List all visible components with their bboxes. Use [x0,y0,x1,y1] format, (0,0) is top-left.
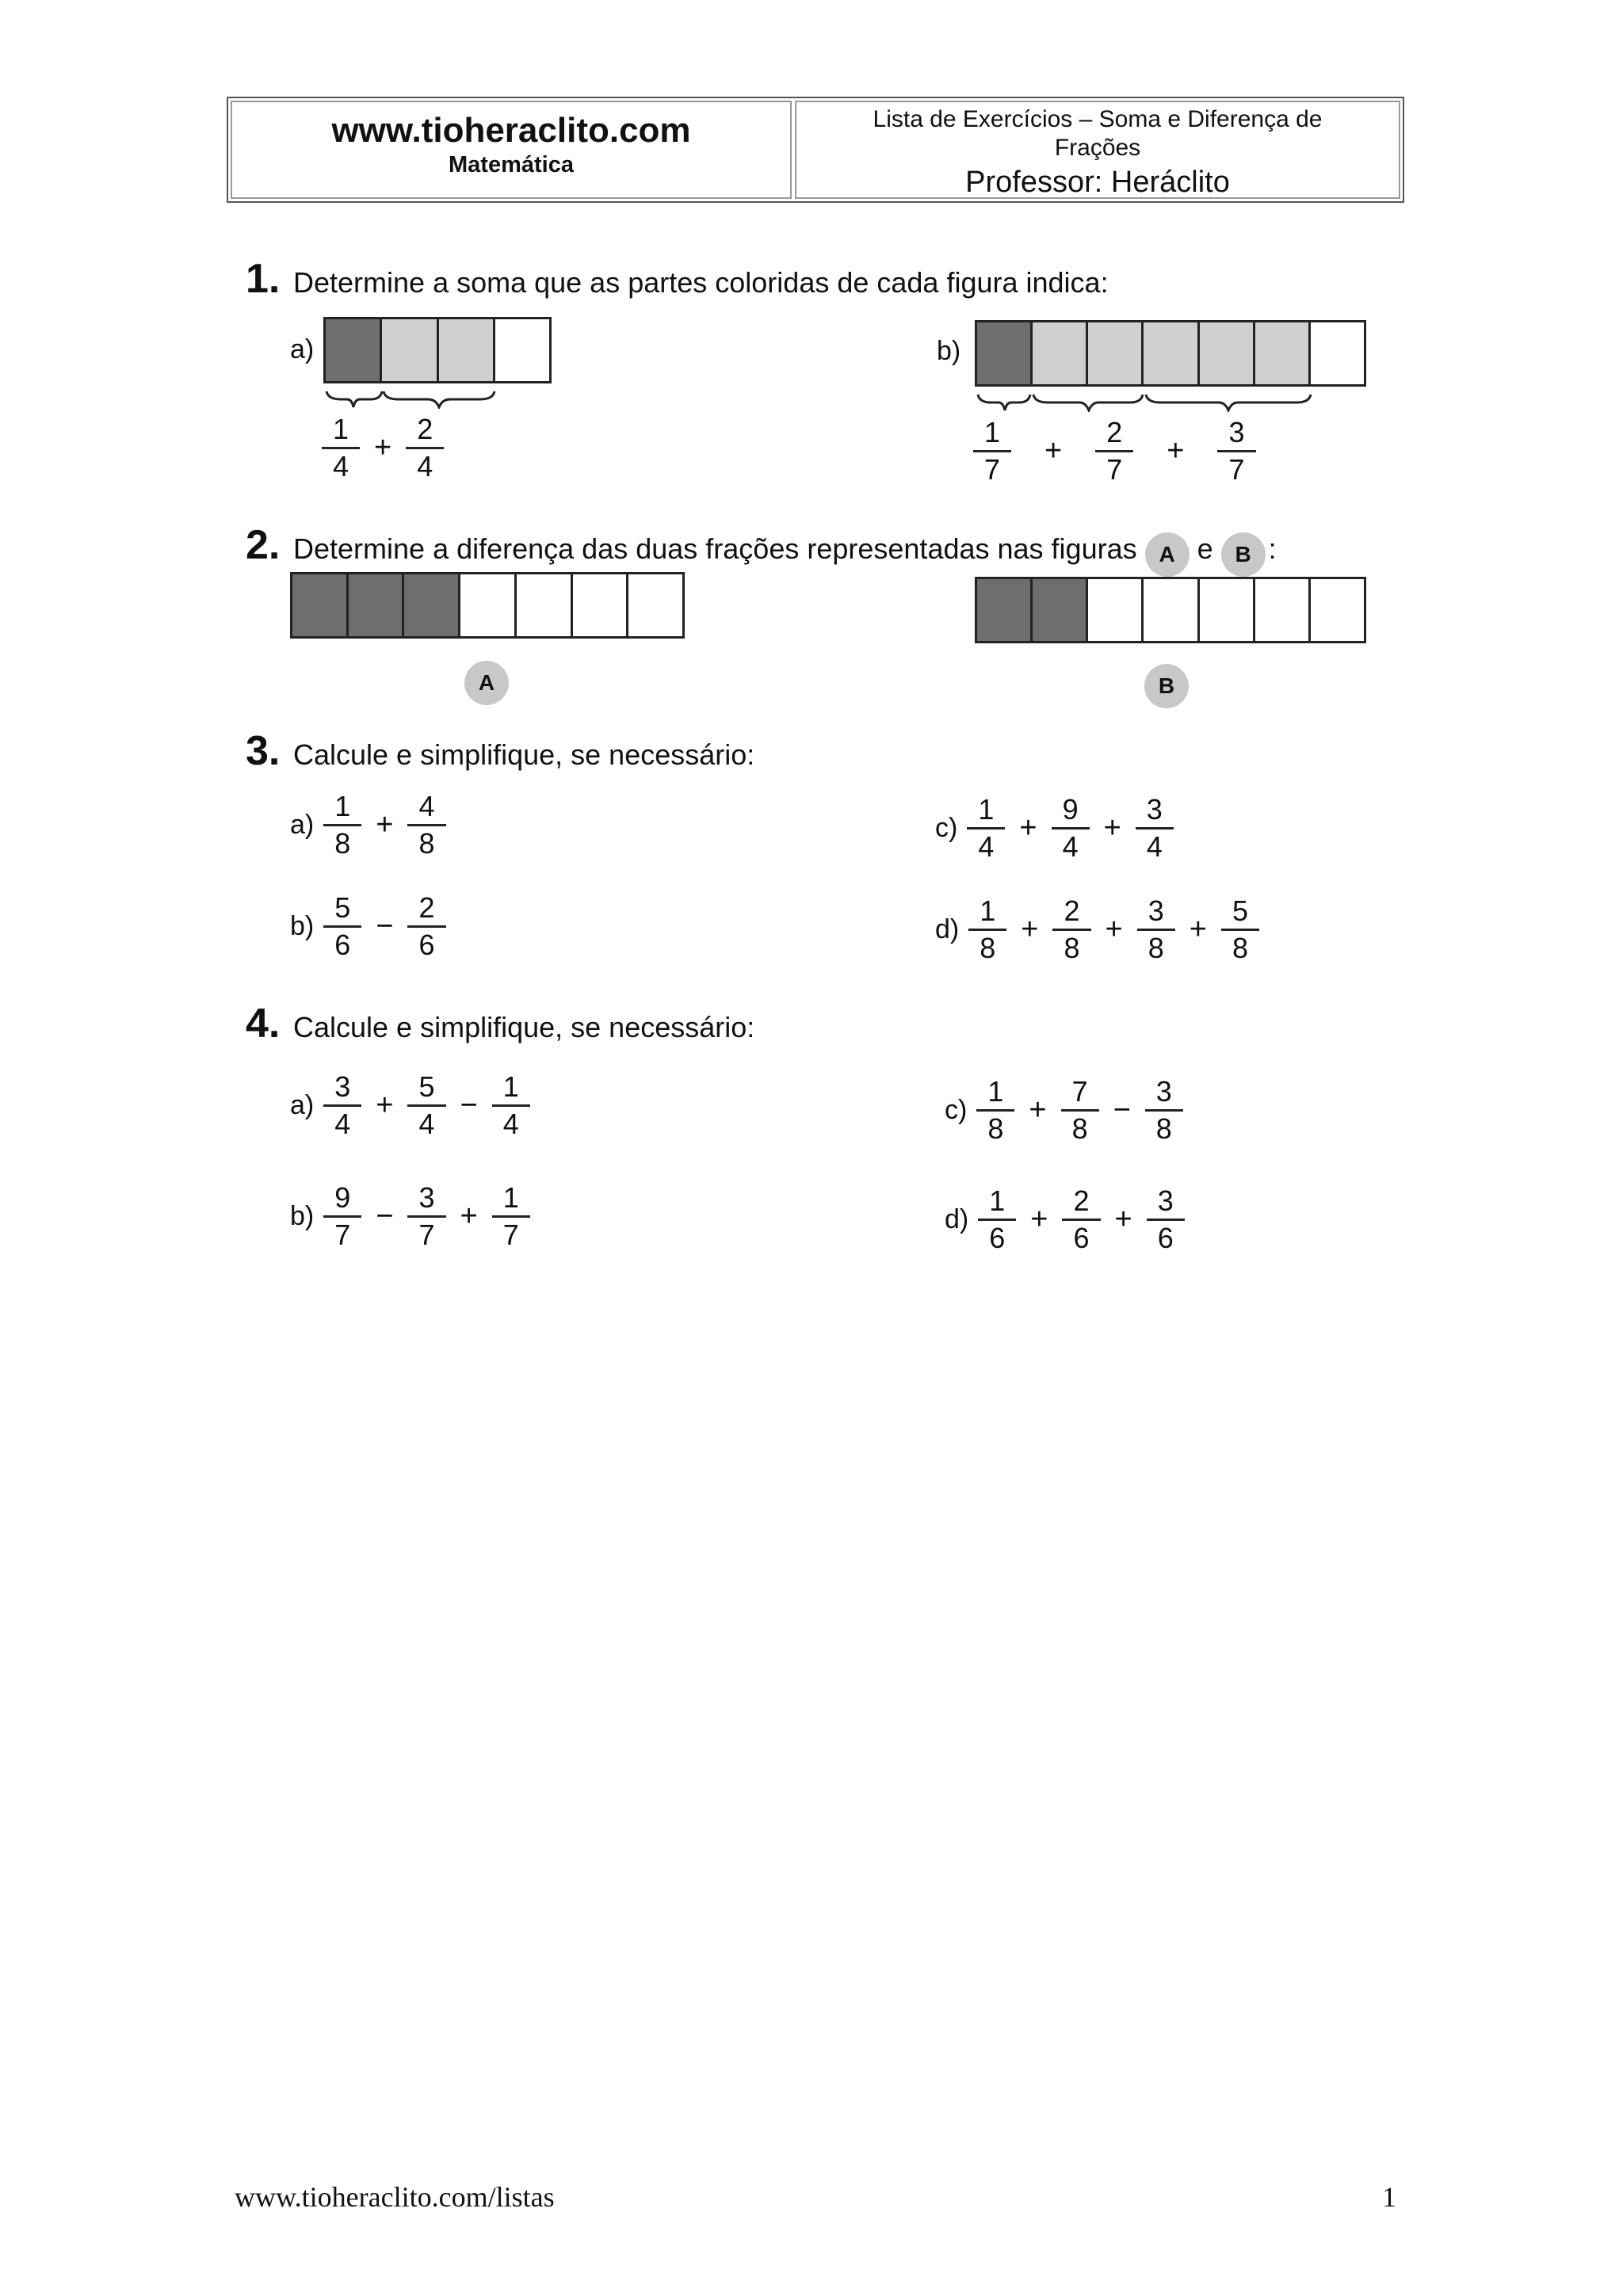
fraction [406,412,444,484]
empty-cell [460,574,517,636]
question-number: 1. [246,256,281,302]
header-left-cell [231,101,792,199]
empty-cell [1144,579,1199,641]
empty-cell [1255,579,1311,641]
numerator: 5 [407,1070,445,1107]
denominator: 8 [980,932,996,964]
numerator: 7 [1061,1074,1099,1112]
fraction-bar-2a [290,572,685,639]
question-number: 3. [246,728,281,774]
item-label: c) [935,813,958,843]
expression-3b [290,891,451,963]
item-label: b) [290,911,315,941]
shaded-cell [439,319,495,381]
question-1-heading [246,255,1109,303]
denominator: 6 [1157,1222,1174,1254]
brace-group-1a [325,390,496,409]
question-number: 2. [246,522,281,568]
empty-cell [495,319,549,381]
expression-4b [290,1180,535,1253]
numerator: 5 [1221,894,1259,931]
denominator: 4 [1146,830,1163,863]
shaded-cell [1088,322,1144,384]
expression-1b [968,415,1261,487]
plus-sign: + [1030,1203,1048,1236]
fraction [1221,894,1259,966]
expression-4a [290,1070,535,1142]
denominator: 8 [987,1112,1004,1145]
denominator: 4 [978,830,995,863]
question-number: 4. [246,1001,281,1047]
plus-sign: + [1021,913,1039,946]
denominator: 8 [1232,932,1248,964]
item-label: d) [935,914,960,944]
header-table [227,97,1404,203]
plus-sign: + [1189,913,1207,946]
minus-sign: − [376,1199,394,1233]
badge-a: A [464,661,509,705]
empty-cell [1088,579,1144,641]
shaded-cell [349,574,405,636]
denominator: 8 [1071,1112,1088,1145]
expression-4d [945,1184,1190,1256]
fraction-bar-2b [975,577,1366,643]
brace-group-1b [976,393,1312,412]
denominator: 6 [418,929,435,961]
shaded-cell [326,319,382,381]
fraction [323,789,361,861]
denominator: 7 [984,453,1001,486]
fraction [1062,1184,1100,1256]
item-label: b) [290,1201,315,1231]
plus-sign: + [1105,913,1123,946]
denominator: 8 [1155,1112,1172,1145]
empty-cell [1311,579,1364,641]
numerator: 2 [406,412,444,449]
fraction [407,1070,445,1142]
denominator: 7 [334,1219,351,1251]
denominator: 8 [1148,932,1164,964]
badge-b-inline: B [1221,532,1266,577]
shaded-cell [977,322,1033,384]
fraction [322,412,360,484]
fraction [407,789,445,861]
header-right-cell [795,101,1400,199]
item-label: d) [945,1204,969,1234]
numerator: 3 [1147,1184,1185,1221]
numerator: 3 [1136,792,1174,830]
expression-3a [290,789,451,861]
fraction [1136,792,1174,864]
item-label: a) [290,1090,315,1120]
denominator: 4 [418,1108,435,1140]
fraction [1052,894,1090,966]
item-label: c) [945,1095,968,1125]
shaded-cell [292,574,349,636]
numerator: 4 [407,789,445,826]
denominator: 6 [334,929,351,961]
empty-cell [573,574,629,636]
numerator: 9 [1052,792,1090,830]
page-number: 1 [1382,2181,1396,2213]
professor: Professor: Heráclito [965,166,1230,199]
numerator: 2 [1095,415,1133,452]
question-4-heading [246,1000,754,1047]
shaded-cell [1033,579,1088,641]
shaded-cell [1033,322,1088,384]
numerator: 1 [492,1180,530,1218]
fraction [492,1070,530,1142]
plus-sign: + [1114,1203,1132,1236]
question-text: Calcule e simplifique, se necessário: [293,738,755,771]
fraction-bar-1b [975,320,1366,387]
expression-1a [317,412,449,484]
badge-b: B [1144,664,1189,708]
denominator: 7 [502,1219,519,1251]
numerator: 2 [1062,1184,1100,1221]
shaded-cell [404,574,460,636]
plus-sign: + [1019,811,1037,845]
plus-sign: + [460,1199,478,1233]
numerator: 1 [973,415,1011,452]
numerator: 2 [407,891,445,928]
numerator: 1 [968,894,1006,931]
fraction [323,1070,361,1142]
plus-sign: + [1029,1093,1047,1127]
denominator: 7 [1228,453,1245,486]
fraction [492,1180,530,1253]
denominator: 4 [333,450,349,482]
fraction [407,1180,445,1253]
numerator: 1 [322,412,360,449]
fraction [978,1184,1016,1256]
expression-3c [935,792,1178,864]
denominator: 8 [418,827,435,860]
numerator: 1 [976,1074,1014,1112]
numerator: 1 [978,1184,1016,1221]
shaded-cell [1255,322,1311,384]
numerator: 1 [967,792,1005,830]
numerator: 9 [323,1180,361,1218]
item-label-a: a) [290,334,315,364]
fraction [973,415,1011,487]
numerator: 3 [1137,894,1175,931]
badge-a-inline: A [1145,532,1190,577]
fraction [1217,415,1255,487]
item-label: a) [290,810,315,840]
fraction [1061,1074,1099,1146]
question-text-end: : [1268,532,1277,565]
denominator: 6 [1073,1222,1090,1254]
minus-sign: − [1113,1093,1131,1127]
shaded-cell [1200,322,1255,384]
plus-sign: + [376,808,394,841]
shaded-cell [1144,322,1199,384]
list-title: Lista de Exercícios – Soma e Diferença de Frações [873,106,1323,161]
expression-4c [945,1074,1188,1146]
numerator: 3 [407,1180,445,1218]
footer-url: www.tioheraclito.com/listas [235,2181,555,2213]
denominator: 4 [417,450,433,482]
question-text: Determine a diferença das duas frações representadas nas figuras [293,532,1137,565]
site-name: www.tioheraclito.com [331,111,691,150]
numerator: 3 [323,1070,361,1107]
shaded-cell [977,579,1033,641]
empty-cell [517,574,573,636]
fraction [967,792,1005,864]
empty-cell [1200,579,1255,641]
minus-sign: − [460,1089,478,1122]
question-text-and: e [1197,532,1213,565]
plus-sign: + [374,431,392,464]
numerator: 2 [1052,894,1090,931]
fraction [1052,792,1090,864]
fraction [323,891,361,963]
fraction [1145,1074,1183,1146]
question-text: Calcule e simplifique, se necessário: [293,1011,755,1043]
denominator: 4 [502,1108,519,1140]
question-3-heading [246,727,754,775]
item-label-b: b) [937,336,961,366]
plus-sign: + [1167,434,1185,467]
denominator: 8 [334,827,351,860]
denominator: 4 [1062,830,1079,863]
numerator: 3 [1217,415,1255,452]
empty-cell [628,574,682,636]
fraction [407,891,445,963]
question-text: Determine a soma que as partes coloridas de cada figura indica: [293,266,1109,299]
numerator: 1 [492,1070,530,1107]
question-2-heading [246,521,1277,574]
denominator: 7 [1106,453,1123,486]
denominator: 8 [1064,932,1080,964]
plus-sign: + [376,1089,394,1122]
expression-3d [935,894,1264,966]
fraction [1147,1184,1185,1256]
numerator: 3 [1145,1074,1183,1112]
fraction [968,894,1006,966]
empty-cell [1311,322,1364,384]
fraction [323,1180,361,1253]
minus-sign: − [376,910,394,943]
plus-sign: + [1044,434,1063,467]
denominator: 7 [418,1219,435,1251]
subject: Matemática [449,152,574,177]
denominator: 6 [989,1222,1006,1254]
plus-sign: + [1103,811,1121,845]
fraction [1137,894,1175,966]
numerator: 5 [323,891,361,928]
denominator: 4 [334,1108,351,1140]
shaded-cell [382,319,438,381]
fraction [976,1074,1014,1146]
fraction-bar-1a [323,317,552,383]
fraction [1095,415,1133,487]
numerator: 1 [323,789,361,826]
